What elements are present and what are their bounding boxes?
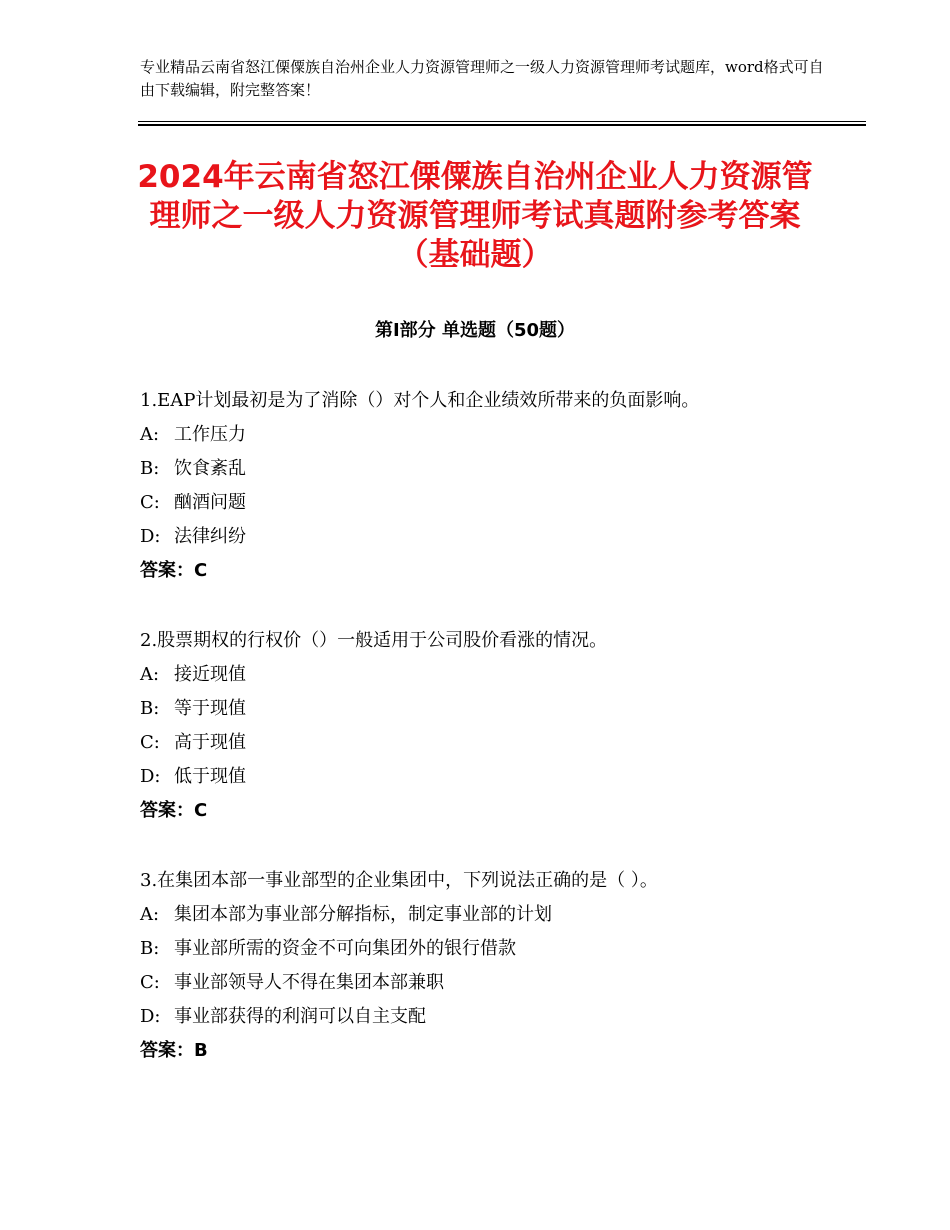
option-text: 低于现值 bbox=[174, 766, 246, 787]
option-c bbox=[140, 726, 840, 760]
option-key: A: bbox=[140, 424, 160, 445]
option-c bbox=[140, 966, 840, 1000]
option-d bbox=[140, 520, 840, 554]
option-c bbox=[140, 486, 840, 520]
header-divider bbox=[138, 121, 866, 126]
option-text: 事业部领导人不得在集团本部兼职 bbox=[174, 972, 444, 993]
option-key: D: bbox=[140, 526, 161, 547]
option-text: 酗酒问题 bbox=[174, 492, 246, 513]
option-b bbox=[140, 452, 840, 486]
option-text: 高于现值 bbox=[174, 732, 246, 753]
question-2 bbox=[140, 624, 840, 828]
option-text: 法律纠纷 bbox=[174, 526, 246, 547]
header-note: 专业精品云南省怒江傈僳族自治州企业人力资源管理师之一级人力资源管理师考试题库，word格式可自由下载编辑，附完整答案！ bbox=[140, 58, 824, 99]
option-text: 事业部获得的利润可以自主支配 bbox=[174, 1006, 426, 1027]
option-key: B: bbox=[140, 938, 160, 959]
option-d bbox=[140, 760, 840, 794]
option-d bbox=[140, 1000, 840, 1034]
question-stem: 3.在集团本部一事业部型的企业集团中，下列说法正确的是（ ）。 bbox=[140, 870, 658, 891]
option-key: B: bbox=[140, 458, 160, 479]
question-stem: 1.EAP计划最初是为了消除（）对个人和企业绩效所带来的负面影响。 bbox=[140, 390, 700, 411]
question-list bbox=[140, 384, 840, 1104]
option-b bbox=[140, 932, 840, 966]
option-a bbox=[140, 418, 840, 452]
answer: 答案：B bbox=[140, 1040, 208, 1061]
question-1 bbox=[140, 384, 840, 588]
option-key: B: bbox=[140, 698, 160, 719]
option-key: C: bbox=[140, 972, 160, 993]
question-stem: 2.股票期权的行权价（）一般适用于公司股价看涨的情况。 bbox=[140, 630, 608, 651]
document-title: 2024年云南省怒江傈僳族自治州企业人力资源管理师之一级人力资源管理师考试真题附参考答案（基础题） bbox=[137, 159, 813, 273]
option-key: D: bbox=[140, 1006, 161, 1027]
option-key: A: bbox=[140, 664, 160, 685]
question-3 bbox=[140, 864, 840, 1068]
option-key: A: bbox=[140, 904, 160, 925]
option-key: C: bbox=[140, 732, 160, 753]
option-text: 饮食紊乱 bbox=[174, 458, 246, 479]
option-text: 集团本部为事业部分解指标，制定事业部的计划 bbox=[174, 904, 552, 925]
option-b bbox=[140, 692, 840, 726]
option-key: C: bbox=[140, 492, 160, 513]
option-text: 工作压力 bbox=[174, 424, 246, 445]
option-a bbox=[140, 658, 840, 692]
option-text: 接近现值 bbox=[174, 664, 246, 685]
option-text: 等于现值 bbox=[174, 698, 246, 719]
section-title: 第Ⅰ部分 单选题（50题） bbox=[374, 320, 575, 341]
option-text: 事业部所需的资金不可向集团外的银行借款 bbox=[174, 938, 516, 959]
answer: 答案：C bbox=[140, 560, 208, 581]
option-key: D: bbox=[140, 766, 161, 787]
answer: 答案：C bbox=[140, 800, 208, 821]
option-a bbox=[140, 898, 840, 932]
